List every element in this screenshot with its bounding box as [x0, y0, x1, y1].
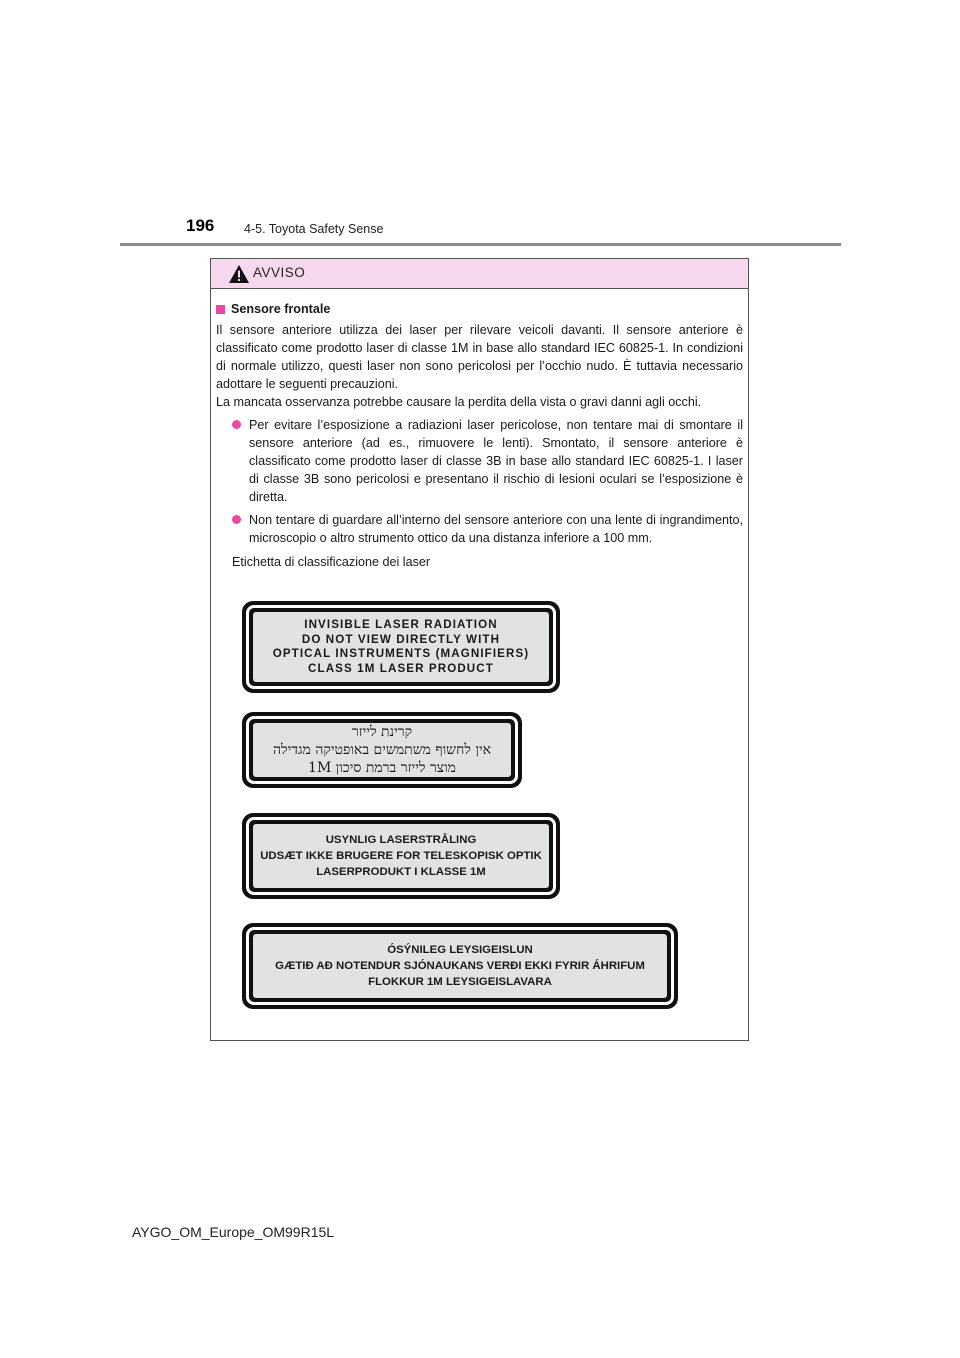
- label-line: LASERPRODUKT I KLASSE 1M: [316, 866, 486, 878]
- laser-label-icelandic: [242, 923, 678, 1009]
- label-line: INVISIBLE LASER RADIATION: [304, 618, 498, 631]
- label-line: FLOKKUR 1M LEYSIGEISLAVARA: [368, 976, 552, 988]
- laser-label-english: [242, 601, 560, 693]
- subheading-text: Sensore frontale: [231, 302, 331, 316]
- section-title: 4-5. Toyota Safety Sense: [244, 222, 384, 236]
- warning-triangle-icon: [228, 264, 250, 284]
- label-line: UDSÆT IKKE BRUGERE FOR TELESKOPISK OPTIK: [260, 850, 542, 862]
- round-bullet-icon: [232, 420, 241, 429]
- label-line: מוצר לייזר ברמת סיכון 1M: [308, 760, 456, 776]
- list-item-text: Per evitare l’esposizione a radiazioni laser pericolose, non tentare mai di smontare il sensore anteriore (ad es., rimuovere le lenti). Smontato, il sensore anteriore è classificato come prodotto laser di classe 3B in base allo standard IEC 60825-1. I laser di classe 3B sono pericolosi e presentano il rischio di lesioni oculari se l’esposizione è diretta.: [249, 418, 743, 504]
- intro-paragraph: Il sensore anteriore utilizza dei laser per rilevare veicoli davanti. Il sensore anteriore è classificato come prodotto laser di classe 1M in base allo standard IEC 60825-1. In condizioni di normale utilizzo, questi laser non sono pericolosi per l’occhio nudo. È tuttavia necessario adottare le seguenti precauzioni.: [216, 323, 743, 391]
- document-id: AYGO_OM_Europe_OM99R15L: [132, 1224, 335, 1240]
- label-line: קרינת לייזר: [351, 724, 413, 740]
- list-item: [232, 416, 743, 506]
- list-item: [232, 511, 743, 547]
- subheading: [216, 300, 743, 318]
- page-number: 196: [186, 216, 215, 235]
- round-bullet-icon: [232, 515, 241, 524]
- consequence-paragraph: La mancata osservanza potrebbe causare la perdita della vista o gravi danni agli occhi.: [216, 395, 702, 409]
- warning-label: AVVISO: [253, 265, 306, 280]
- square-bullet-icon: [216, 305, 225, 314]
- laser-label-danish: [242, 813, 560, 899]
- warning-body: [211, 289, 748, 571]
- label-caption: Etichetta di classificazione dei laser: [232, 555, 431, 569]
- label-line: CLASS 1M LASER PRODUCT: [308, 661, 494, 675]
- label-line: DO NOT VIEW DIRECTLY WITH: [301, 632, 501, 646]
- laser-label-hebrew: [242, 712, 522, 788]
- header-divider: [120, 243, 841, 246]
- label-line: OPTICAL INSTRUMENTS (MAGNIFIERS): [272, 647, 530, 660]
- list-item-text: Non tentare di guardare all’interno del sensore anteriore con una lente di ingrandimento, microscopio o altro strumento ottico da una distanza inferiore a 100 mm.: [249, 513, 743, 545]
- label-line: ÓSÝNILEG LEYSIGEISLUN: [387, 944, 533, 956]
- label-line: USYNLIG LASERSTRÅLING: [325, 834, 477, 846]
- label-line: GÆTIÐ AÐ NOTENDUR SJÓNAUKANS VERÐI EKKI FYRIR ÁHRIFUM: [275, 960, 645, 972]
- warning-header: [211, 259, 748, 289]
- label-line: אין לחשוף משתמשים באופטיקה מגדילה: [272, 742, 492, 758]
